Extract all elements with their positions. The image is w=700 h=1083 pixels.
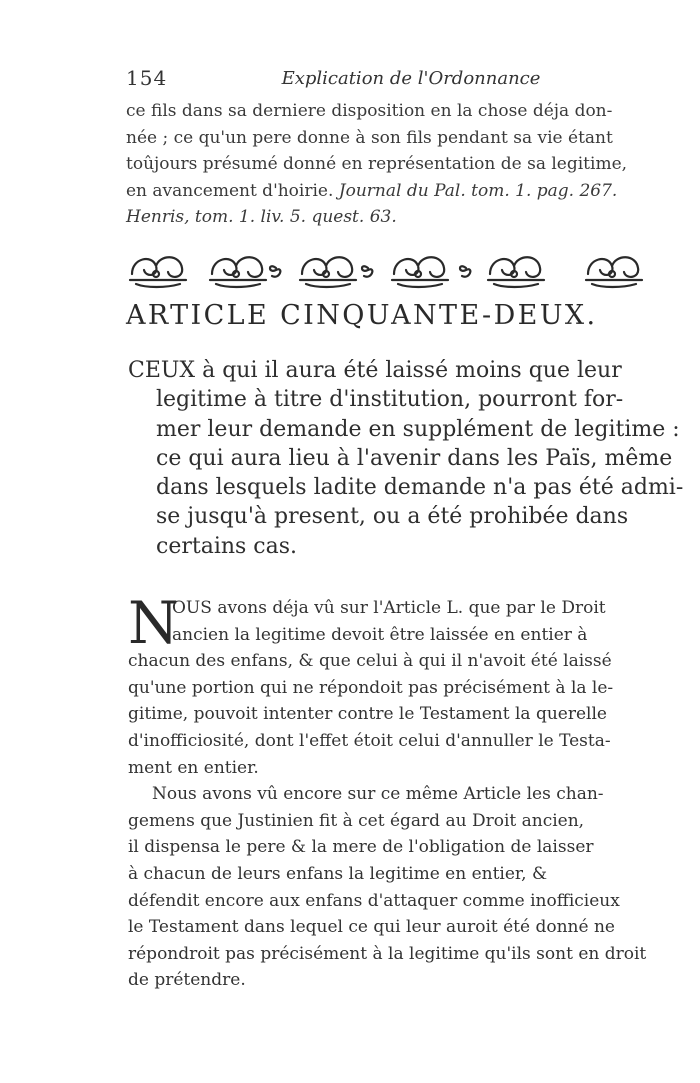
commentary-line: OUS avons déja vû sur l'Article L. que par le Droit [172,598,606,618]
article-line: mer leur demande en supplément de legitime : [156,416,680,442]
commentary-text [128,589,656,994]
running-title: Explication de l'Ordonnance [281,68,541,89]
commentary-line: ment en entier. [128,757,259,778]
page-number: 154 [126,66,168,90]
article-text [128,356,684,561]
commentary-line: ancien la legitime devoit être laissée en entier à [172,624,588,645]
commentary-line: répondroit pas précisément à la legitime qu'ils sont en droit [128,943,647,964]
article-line: dans lesquels ladite demande n'a pas été admi- [156,475,684,501]
article-title: ARTICLE CINQUANTE-DEUX. [126,300,598,331]
commentary-line: à chacun de leurs enfans la legitime en entier, & [128,863,548,884]
commentary-line: de prétendre. [128,970,246,991]
text-line: en avancement d'hoirie. Journal du Pal. tom. 1. pag. 267. [126,180,618,201]
text-line [126,204,656,231]
commentary-line: il dispensa le pere & la mere de l'obligation de laisser [128,837,594,858]
citation: Henris, tom. 1. liv. 5. quest. 63. [126,207,397,227]
citation: Journal du Pal. tom. 1. pag. 267. [338,180,618,201]
printers-ornament-icon [126,244,656,292]
commentary-line: d'inofficiosité, dont l'effet étoit celui d'annuller le Testa- [128,730,611,751]
article-line: ce qui aura lieu à l'avenir dans les Païs, même [156,445,673,471]
text-line: ce fils dans sa derniere disposition en la chose déja don- [126,101,613,121]
commentary-line: chacun des enfans, & que celui à qui il n'avoit été laissé [128,651,612,672]
text-line: toûjours présumé donné en représentation de sa legitime, [126,154,628,174]
commentary-line: gemens que Justinien fit à cet égard au Droit ancien, [128,810,585,831]
commentary-line: défendit encore aux enfans d'attaquer comme inofficieux [128,890,620,911]
commentary-line: le Testament dans lequel ce qui leur auroit été donné ne [128,917,615,938]
drop-cap-letter: N [128,589,179,657]
previous-article-text [126,98,656,231]
article-line: certains cas. [156,533,298,559]
text-line: née ; ce qu'un pere donne à son fils pendant sa vie étant [126,127,613,148]
drop-cap [128,589,179,657]
commentary-line: qu'une portion qui ne répondoit pas précisément à la le- [128,677,614,698]
page-header [126,66,656,98]
article-line: legitime à titre d'institution, pourront for- [156,387,624,413]
article-line: se jusqu'à present, ou a été prohibée dans [156,504,629,530]
commentary-line: gitime, pouvoit intenter contre le Testament la querelle [128,704,607,725]
commentary-line: Nous avons vû encore sur ce même Article les chan- [152,784,604,805]
article-line: CEUX à qui il aura été laissé moins que leur [128,358,622,383]
